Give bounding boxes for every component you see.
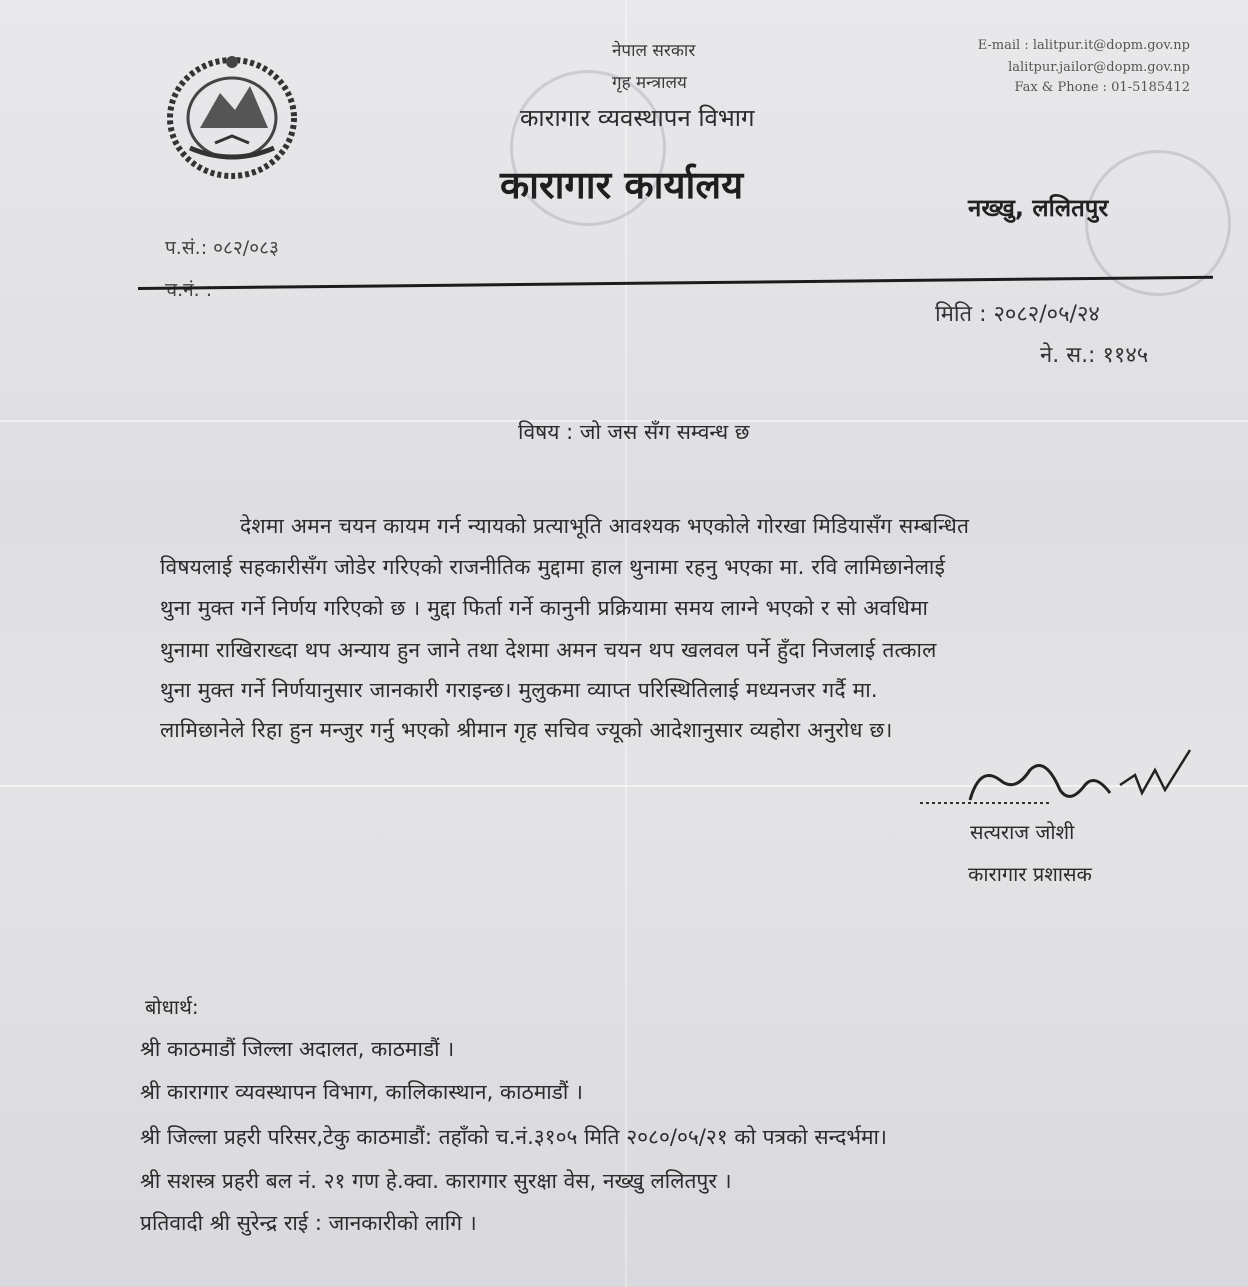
signatory-name: सत्यराज जोशी	[970, 820, 1075, 844]
contact-phone: Fax & Phone : 01-5185412	[1014, 80, 1190, 95]
cc-label: बोधार्थ:	[145, 995, 199, 1019]
handwritten-signature	[920, 745, 1200, 820]
cc-recipient: श्री काठमाडौं जिल्ला अदालत, काठमाडौं ।	[140, 1037, 455, 1061]
body-line: विषयलाई सहकारीसँग जोडेर गरिएको राजनीतिक मुद्दामा हाल थुनामा रहनु भएका मा. रवि लामिछानेलाई	[160, 555, 946, 579]
nepal-sambat-date: ने. स.: ११४५	[1040, 343, 1149, 368]
contact-email-2: lalitpur.jailor@dopm.gov.np	[1008, 60, 1190, 75]
contact-email: E-mail : lalitpur.it@dopm.gov.np	[977, 38, 1190, 53]
dispatch-number: च.नं. :	[165, 279, 213, 301]
gov-line-2: गृह मन्त्रालय	[612, 73, 687, 93]
body-line: थुना मुक्त गर्ने निर्णयानुसार जानकारी गराइन्छ। मुलुकमा व्याप्त परिस्थितिलाई मध्यनजर गर्दै मा.	[160, 678, 878, 702]
office-location: नख्खु, ललितपुर	[968, 194, 1109, 222]
header-divider	[138, 276, 1213, 290]
cc-recipient: श्री जिल्ला प्रहरी परिसर,टेकु काठमाडौं: तहाँको च.नं.३१०५ मिति २०८०/०५/२१ को पत्रको सन्दर्भमा।	[140, 1125, 887, 1149]
reference-number: प.सं.: ०८२/०८३	[165, 237, 279, 259]
signatory-title: कारागार प्रशासक	[968, 862, 1092, 886]
body-line: लामिछानेले रिहा हुन मन्जुर गर्नु भएको श्रीमान गृह सचिव ज्यूको आदेशानुसार व्यहोरा अनुरोध छ।	[160, 718, 893, 742]
body-line: देशमा अमन चयन कायम गर्न न्यायको प्रत्याभूति आवश्यक भएकोले गोरखा मिडियासँग सम्बन्धित	[240, 514, 970, 538]
letter-subject: विषय : जो जस सँग सम्वन्ध छ	[518, 420, 750, 444]
nepal-emblem-icon	[160, 48, 305, 183]
cc-recipient: श्री सशस्त्र प्रहरी बल नं. २१ गण हे.क्वा. कारागार सुरक्षा वेस, नख्खु ललितपुर ।	[140, 1169, 732, 1193]
gov-line-1: नेपाल सरकार	[612, 41, 696, 61]
letter-date: मिति : २०८२/०५/२४	[935, 302, 1100, 327]
department-name: कारागार व्यवस्थापन विभाग	[520, 104, 755, 132]
cc-recipient: श्री कारागार व्यवस्थापन विभाग, कालिकास्थान, काठमाडौं ।	[140, 1080, 583, 1104]
body-line: थुना मुक्त गर्ने निर्णय गरिएको छ । मुद्दा फिर्ता गर्ने कानुनी प्रक्रियामा समय लाग्ने भएको र सो अवधिमा	[160, 596, 929, 620]
office-name: कारागार कार्यालय	[500, 163, 744, 207]
body-line: थुनामा राखिराख्दा थप अन्याय हुन जाने तथा देशमा अमन चयन थप खलवल पर्ने हुँदा निजलाई तत्काल	[160, 638, 937, 662]
cc-recipient: प्रतिवादी श्री सुरेन्द्र राई : जानकारीको लागि ।	[140, 1211, 477, 1235]
